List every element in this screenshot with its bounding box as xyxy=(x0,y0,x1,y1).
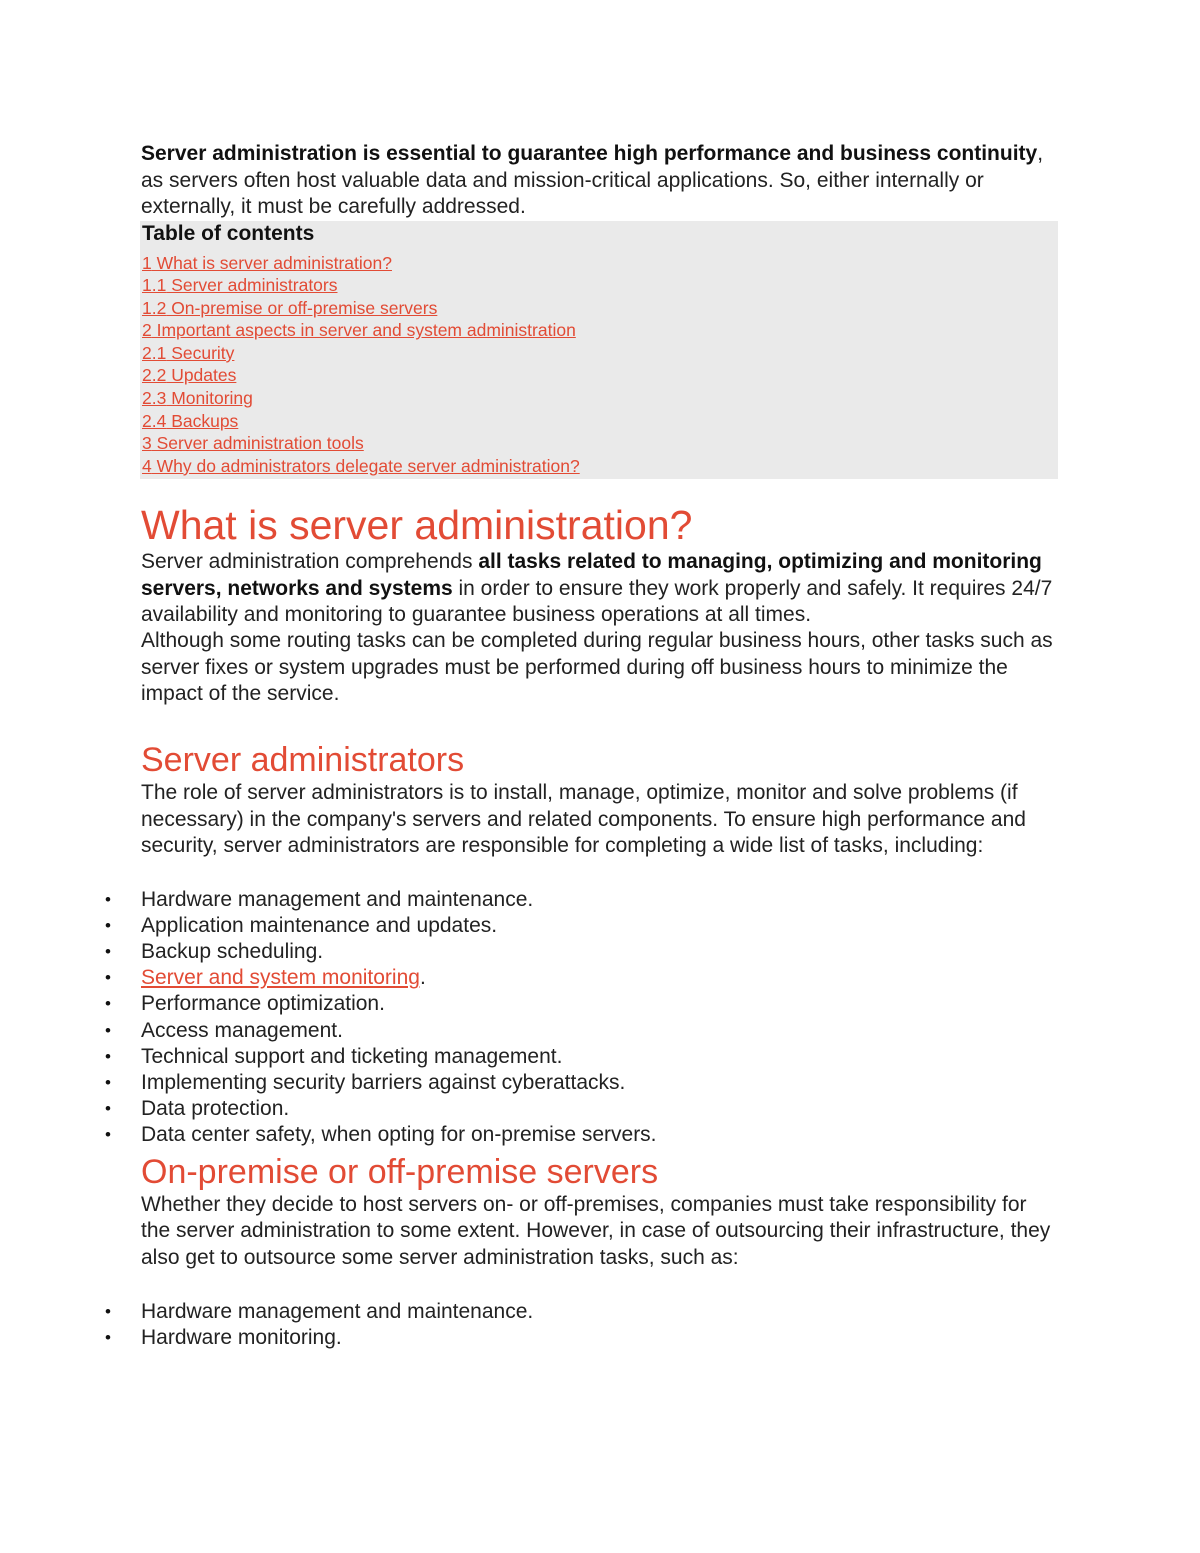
toc-item xyxy=(142,342,1058,365)
toc-item xyxy=(142,455,1058,478)
toc-item xyxy=(142,387,1058,410)
toc-link-backups[interactable]: 2.4 Backups xyxy=(142,410,239,431)
toc-item xyxy=(142,252,1058,275)
toc-link-tools[interactable]: 3 Server administration tools xyxy=(142,433,364,454)
intro-rest: , as servers often host valuable data and mission-critical applications. So, either internally or externally, it must be carefully addressed. xyxy=(141,142,1044,218)
outsourced-task-list xyxy=(105,1299,1061,1351)
toc-link-what-is-server-administration[interactable]: 1 What is server administration? xyxy=(142,252,392,273)
list-item: • Server and system monitoring. xyxy=(105,966,426,990)
list-item: • Backup scheduling. xyxy=(105,940,324,964)
list-item: • Access management. xyxy=(105,1018,343,1042)
section-heading-what-is: What is server administration? xyxy=(141,502,693,549)
section1-paragraph-1: Server administration comprehends all tasks related to managing, optimizing and monitoring servers, networks and systems in order to ensure they work properly and safely. It requires 24/7 availability and monitoring to guarantee business operations at all times. xyxy=(141,550,1053,627)
toc-link-monitoring[interactable]: 2.3 Monitoring xyxy=(142,388,253,409)
document-page xyxy=(105,141,1061,1351)
section3-paragraph-1: Whether they decide to host servers on- or off-premises, companies must take responsibility for the server administration to some extent. However, in case of outsourcing their infrastructure, they also get to outsource some server administration tasks, such as: xyxy=(141,1193,1051,1269)
list-item: • Data center safety, when opting for on-premise servers. xyxy=(105,1122,657,1146)
toc-link-on-premise[interactable]: 1.2 On-premise or off-premise servers xyxy=(142,297,438,318)
section1-paragraph-2: Although some routing tasks can be completed during regular business hours, other tasks such as server fixes or system upgrades must be performed during off business hours to minimize the impact of the service. xyxy=(141,629,1053,705)
list-item: • Data protection. xyxy=(105,1096,290,1120)
toc-title: Table of contents xyxy=(142,221,315,245)
list-item: • Hardware management and maintenance. xyxy=(105,888,534,912)
table-of-contents xyxy=(140,221,1058,480)
list-item: • Performance optimization. xyxy=(105,992,385,1016)
intro-bold-lead: Server administration is essential to guarantee high performance and business continuity xyxy=(141,142,1038,165)
toc-link-security[interactable]: 2.1 Security xyxy=(142,342,235,363)
toc-link-updates[interactable]: 2.2 Updates xyxy=(142,365,237,386)
toc-link-important-aspects[interactable]: 2 Important aspects in server and system administration xyxy=(142,320,576,341)
toc-list xyxy=(142,252,1058,478)
toc-item xyxy=(142,297,1058,320)
toc-item xyxy=(142,319,1058,342)
toc-item xyxy=(142,432,1058,455)
list-item: • Application maintenance and updates. xyxy=(105,914,498,938)
section-heading-on-premise: On-premise or off-premise servers xyxy=(141,1153,659,1192)
toc-link-why-delegate[interactable]: 4 Why do administrators delegate server administration? xyxy=(142,455,580,476)
section2-paragraph-1: The role of server administrators is to install, manage, optimize, monitor and solve problems (if necessary) in the company's servers and related components. To ensure high performance and security, server administrators are responsible for completing a wide list of tasks, including: xyxy=(141,781,1026,857)
server-admin-task-list xyxy=(105,887,1061,1148)
list-item: • Technical support and ticketing management. xyxy=(105,1044,563,1068)
section-heading-server-administrators: Server administrators xyxy=(141,741,465,780)
toc-link-server-administrators[interactable]: 1.1 Server administrators xyxy=(142,275,338,296)
intro-paragraph xyxy=(141,141,1061,221)
toc-item xyxy=(142,274,1058,297)
list-item: • Hardware monitoring. xyxy=(105,1326,342,1350)
list-item: • Implementing security barriers against cyberattacks. xyxy=(105,1070,626,1094)
list-item: • Hardware management and maintenance. xyxy=(105,1299,534,1323)
toc-item xyxy=(142,364,1058,387)
toc-item xyxy=(142,410,1058,433)
server-system-monitoring-link[interactable]: Server and system monitoring xyxy=(141,966,420,990)
